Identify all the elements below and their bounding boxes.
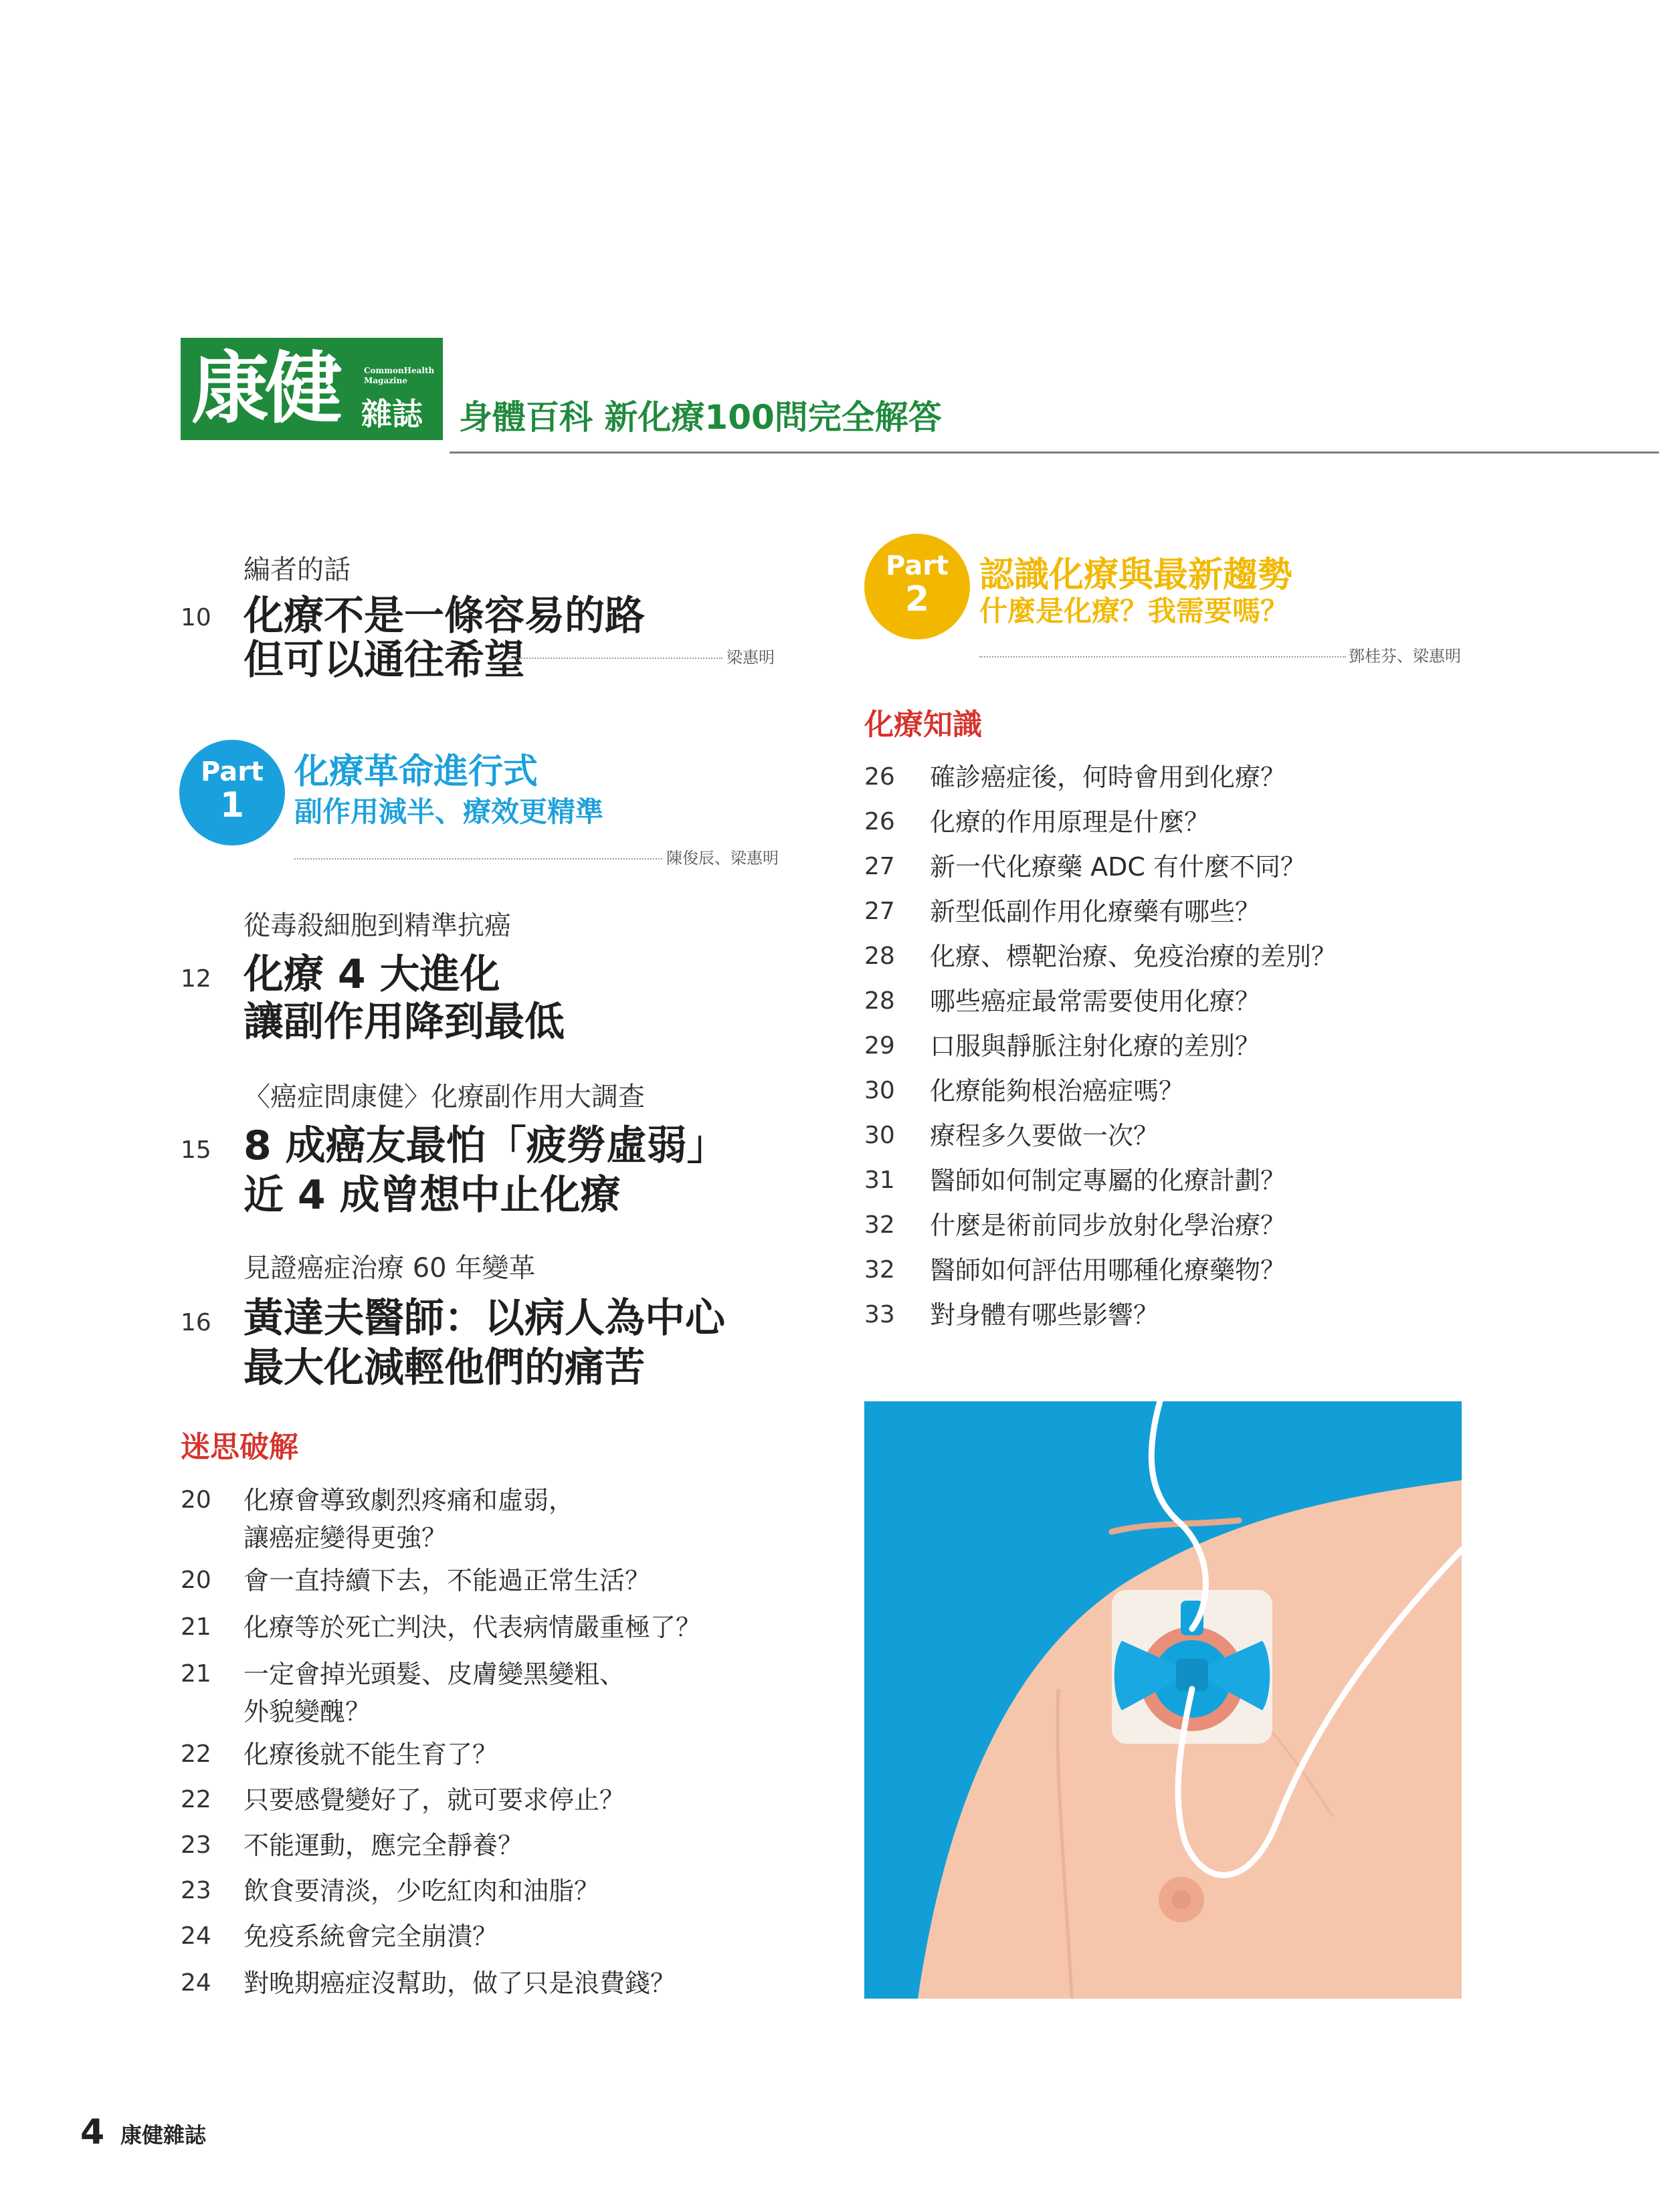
knowledge-page: 32 — [864, 1211, 895, 1239]
knowledge-page: 27 — [864, 898, 895, 925]
myth-text-line1: 不能運動，應完全靜養？ — [243, 1831, 524, 1860]
article-page-number: 15 — [181, 1136, 211, 1164]
footer-magazine-name: 康健雜誌 — [120, 2122, 207, 2148]
knowledge-page: 27 — [864, 853, 895, 880]
editor-page-number: 10 — [181, 604, 211, 631]
part1-title: 化療革命進行式 — [294, 752, 539, 792]
knowledge-page: 26 — [864, 808, 895, 835]
logo-english-text: CommonHealth Magazine — [364, 366, 435, 385]
part2-title: 認識化療與最新趨勢 — [979, 555, 1293, 595]
part2-badge-label: Part — [885, 550, 949, 581]
article-page-number: 16 — [181, 1309, 211, 1336]
article-kicker: 從毒殺細胞到精準抗癌 — [243, 910, 511, 941]
myth-page: 20 — [181, 1567, 211, 1594]
logo-sub-text: 雜誌 — [361, 396, 423, 432]
myth-page: 21 — [181, 1613, 211, 1641]
myth-text-line1: 化療後就不能生育了？ — [243, 1740, 498, 1769]
myth-page: 21 — [181, 1660, 211, 1688]
knowledge-page: 29 — [864, 1032, 895, 1060]
knowledge-text: 新型低副作用化療藥有哪些？ — [930, 897, 1261, 926]
article-title-line2: 最大化減輕他們的痛苦 — [243, 1344, 645, 1391]
myth-page: 23 — [181, 1831, 211, 1859]
article-title-line2: 讓副作用降到最低 — [243, 999, 565, 1045]
editor-title-line2: 但可以通往希望 — [243, 637, 524, 684]
myth-page: 22 — [181, 1786, 211, 1813]
myth-page: 24 — [181, 1969, 211, 1997]
article-kicker: 〈癌症問康健〉化療副作用大調查 — [243, 1082, 645, 1112]
myth-text-line1: 免疫系統會完全崩潰？ — [243, 1922, 498, 1951]
article-title-line1: 黃達夫醫師：以病人為中心 — [243, 1295, 725, 1342]
myth-text-line1: 飲食要清淡，少吃紅肉和油脂？ — [243, 1876, 600, 1906]
myth-text-line2: 外貌變醜？ — [243, 1697, 371, 1726]
part2-credit: 鄧桂芬、梁惠明 — [1349, 647, 1461, 666]
part1-credit: 陳俊辰、梁惠明 — [666, 849, 779, 868]
editor-title-line1: 化療不是一條容易的路 — [243, 593, 645, 639]
chemo-port-illustration — [864, 1401, 1462, 1999]
myth-text-line1: 對晚期癌症沒幫助，做了只是浪費錢？ — [243, 1969, 676, 1998]
article-title-line1: 8 成癌友最怕「疲勞虛弱」 — [243, 1122, 727, 1169]
myth-text-line1: 化療等於死亡判決，代表病情嚴重極了？ — [243, 1613, 702, 1642]
knowledge-text: 醫師如何制定專屬的化療計劃？ — [930, 1166, 1286, 1195]
part1-badge — [179, 740, 285, 845]
logo-main-text: 康健 — [191, 343, 338, 434]
part1-subtitle: 副作用減半、療效更精準 — [294, 795, 604, 828]
knowledge-text: 哪些癌症最常需要使用化療？ — [930, 987, 1261, 1016]
myth-page: 24 — [181, 1922, 211, 1950]
editor-leader-line — [508, 658, 722, 659]
myth-text-line1: 會一直持續下去，不能過正常生活？ — [243, 1566, 651, 1595]
part2-badge-number: 2 — [904, 579, 930, 619]
article-kicker: 見證癌症治療 60 年變革 — [243, 1253, 536, 1284]
article-page-number: 12 — [181, 965, 211, 993]
myth-text-line1: 化療會導致劇烈疼痛和虛弱， — [243, 1486, 575, 1515]
knowledge-text: 療程多久要做一次？ — [930, 1121, 1159, 1150]
knowledge-page: 26 — [864, 763, 895, 791]
magazine-logo — [181, 338, 443, 440]
knowledge-text: 什麼是術前同步放射化學治療？ — [930, 1211, 1286, 1240]
knowledge-page: 32 — [864, 1256, 895, 1284]
knowledge-text: 化療能夠根治癌症嗎？ — [930, 1076, 1185, 1106]
myth-text-line1: 一定會掉光頭髮、皮膚變黑變粗、 — [243, 1660, 625, 1689]
knowledge-text: 化療的作用原理是什麼？ — [930, 807, 1210, 837]
knowledge-page: 30 — [864, 1077, 895, 1104]
myth-page: 23 — [181, 1877, 211, 1904]
myth-text-line1: 只要感覺變好了，就可要求停止？ — [243, 1785, 625, 1815]
page-title: 身體百科 新化療100問完全解答 — [459, 398, 942, 437]
knowledge-text: 口服與靜脈注射化療的差別？ — [930, 1031, 1261, 1061]
knowledge-page: 28 — [864, 987, 895, 1015]
knowledge-page: 33 — [864, 1301, 895, 1328]
knowledge-text: 新一代化療藥 ADC 有什麼不同？ — [930, 852, 1306, 882]
knowledge-section-title: 化療知識 — [864, 708, 982, 742]
part2-leader-line — [979, 656, 1346, 658]
editor-credit: 梁惠明 — [726, 648, 775, 667]
knowledge-page: 31 — [864, 1167, 895, 1194]
knowledge-page: 30 — [864, 1122, 895, 1149]
knowledge-text: 確診癌症後，何時會用到化療？ — [930, 763, 1286, 792]
knowledge-page: 28 — [864, 942, 895, 970]
page-number: 4 — [80, 2112, 105, 2152]
part2-badge — [864, 534, 970, 639]
knowledge-text: 醫師如何評估用哪種化療藥物？ — [930, 1255, 1286, 1285]
article-title-line1: 化療 4 大進化 — [243, 951, 500, 998]
knowledge-text: 對身體有哪些影響？ — [930, 1300, 1159, 1330]
part1-badge-label: Part — [200, 757, 264, 787]
part1-badge-number: 1 — [219, 785, 245, 825]
knowledge-text: 化療、標靶治療、免疫治療的差別？ — [930, 942, 1337, 971]
part2-subtitle: 什麼是化療？我需要嗎？ — [979, 595, 1289, 627]
header-divider — [450, 451, 1659, 454]
myths-section-title: 迷思破解 — [181, 1430, 298, 1464]
myth-page: 20 — [181, 1486, 211, 1514]
myth-text-line2: 讓癌症變得更強？ — [243, 1523, 448, 1552]
article-title-line2: 近 4 成曾想中止化療 — [243, 1172, 621, 1219]
myth-page: 22 — [181, 1740, 211, 1768]
editor-kicker: 編者的話 — [243, 555, 351, 585]
part1-leader-line — [294, 858, 662, 860]
